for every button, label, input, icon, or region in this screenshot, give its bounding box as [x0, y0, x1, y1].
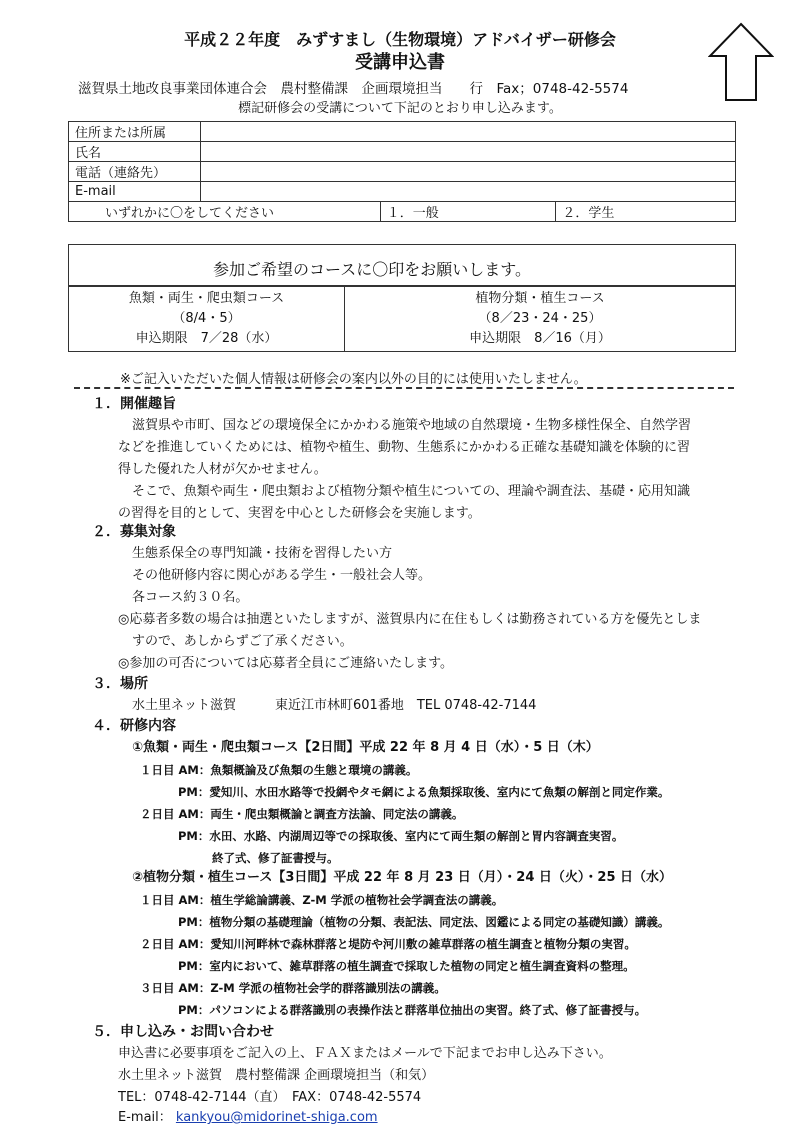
- form-row-email: [69, 182, 736, 202]
- schedule-item: ２日目 AM：愛知川河畔林で森林群落と堤防や河川敷の雑草群落の植生調査と植物分類の実習。: [140, 937, 636, 951]
- course-plant-name: 植物分類・植生コース: [475, 291, 605, 306]
- course-fish-dates: （8/4・5）: [172, 311, 241, 326]
- privacy-note: ※ご記入いただいた個人情報は研修会の案内以外の目的には使用いたしません。: [120, 372, 587, 387]
- recipient-line: 滋賀県土地改良事業団体連合会 農村整備課 企画環境担当 行 Fax；0748-42-5574: [78, 81, 629, 97]
- s1-text: の習得を目的として、実習を中心とした研修会を実施します。: [118, 506, 481, 521]
- section-5-heading: ５．申し込み・お問い合わせ: [92, 1024, 274, 1040]
- schedule-item: １日目 AM：植生学総論講義、Z-M 学派の植物社会学調査法の講義。: [140, 893, 504, 907]
- schedule-item: 終了式、修了証書授与。: [212, 851, 339, 865]
- page-title: 平成２２年度 みずすまし（生物環境）アドバイザー研修会: [184, 30, 616, 49]
- s1-text: などを推進していくためには、植物や植生、動物、生態系にかかわる正確な基礎知識を体験的に習: [118, 440, 691, 455]
- s2-note: ◎参加の可否については応募者全員にご連絡いたします。: [118, 656, 454, 671]
- course-prompt-box: [68, 244, 736, 286]
- course-fish-deadline: 申込期限 7／28（水）: [135, 331, 278, 346]
- option-general[interactable]: １．一般: [380, 202, 556, 222]
- schedule-item: PM：水田、水路、内湖周辺等での採取後、室内にて両生類の解剖と胃内容調査実習。: [178, 829, 624, 843]
- form-row-category: [69, 202, 736, 222]
- course-options-box: [68, 286, 736, 352]
- s2-text: 生態系保全の専門知識・技術を習得したい方: [132, 546, 393, 561]
- section-2-heading: ２．募集対象: [92, 524, 176, 540]
- venue-text: 水土里ネット滋賀 東近江市林町601番地 TEL 0748-42-7144: [132, 698, 537, 713]
- course-prompt: 参加ご希望のコースに〇印をお願いします。: [213, 260, 531, 279]
- schedule-item: PM：植物分類の基礎理論（植物の分類、表記法、同定法、図鑑による同定の基礎知識）講義。: [178, 915, 670, 929]
- s2-note: ◎応募者多数の場合は抽選といたしますが、滋賀県内に在住もしくは勤務されている方を優先としま: [118, 612, 702, 627]
- s2-text: その他研修内容に関心がある学生・一般社会人等。: [132, 568, 432, 583]
- course-2-heading: ②植物分類・植生コース【3日間】平成 22 年 8 月 23 日（月）・24 日（火）・25 日（水）: [132, 870, 673, 885]
- field-label-name: 氏名: [69, 142, 201, 162]
- contact-text: 水土里ネット滋賀 農村整備課 企画環境担当（和気）: [118, 1068, 435, 1083]
- cut-line: [74, 387, 734, 389]
- s1-text: 得した優れた人材が欠かせません。: [118, 462, 327, 477]
- name-input[interactable]: [200, 142, 735, 162]
- schedule-item: PM：愛知川、水田水路等で投網やタモ網による魚類採取後、室内にて魚類の解剖と同定作業。: [178, 785, 670, 799]
- s1-text: そこで、魚類や両生・爬虫類および植物分類や植生についての、理論や調査法、基礎・応用知識: [132, 484, 690, 499]
- field-label-phone: 電話（連絡先）: [69, 162, 201, 182]
- course-option-plant[interactable]: [345, 287, 735, 351]
- email-link[interactable]: kankyou@midorinet-shiga.com: [175, 1110, 378, 1125]
- intro-text: 標記研修会の受講について下記のとおり申し込みます。: [238, 101, 562, 116]
- form-row-name: [69, 142, 736, 162]
- course-1-heading: ①魚類・両生・爬虫類コース【2日間】平成 22 年 8 月 4 日（水）・5 日（木）: [132, 740, 599, 755]
- section-3-heading: ３．場所: [92, 676, 148, 692]
- s2-note: すので、あしからずご了承ください。: [132, 634, 353, 649]
- schedule-item: １日目 AM：魚類概論及び魚類の生態と環境の講義。: [140, 763, 418, 777]
- s2-text: 各コース約３０名。: [132, 590, 249, 605]
- section-4-heading: ４．研修内容: [92, 718, 176, 734]
- course-plant-dates: （8／23・24・25）: [478, 311, 602, 326]
- email-label: E-mail：: [118, 1110, 172, 1125]
- option-student[interactable]: ２．学生: [556, 202, 736, 222]
- schedule-item: ２日目 AM：両生・爬虫類概論と調査方法論、同定法の講義。: [140, 807, 464, 821]
- section-1-heading: １．開催趣旨: [92, 396, 176, 412]
- contact-phone-fax: TEL：0748-42-7144（直） FAX：0748-42-5574: [118, 1090, 422, 1105]
- email-input[interactable]: [200, 182, 735, 202]
- course-fish-name: 魚類・両生・爬虫類コース: [128, 291, 285, 306]
- schedule-item: PM：室内において、雑草群落の植生調査で採取した植物の同定と植生調査資料の整理。: [178, 959, 635, 973]
- s1-text: 滋賀県や市町、国などの環境保全にかかわる施策や地域の自然環境・生物多様性保全、自然学習: [132, 418, 692, 433]
- contact-email-row: [118, 1110, 378, 1126]
- phone-input[interactable]: [200, 162, 735, 182]
- form-subtitle: 受講申込書: [355, 52, 445, 73]
- contact-text: 申込書に必要事項をご記入の上、ＦＡＸまたはメールで下記までお申し込み下さい。: [118, 1046, 612, 1061]
- field-label-email: E-mail: [69, 182, 201, 202]
- course-plant-deadline: 申込期限 8／16（月）: [469, 331, 611, 346]
- form-row-address: [69, 122, 736, 142]
- category-prompt: いずれかに〇をしてください: [69, 202, 381, 222]
- schedule-item: PM：パソコンによる群落識別の表操作法と群落単位抽出の実習。終了式、修了証書授与。: [178, 1003, 647, 1017]
- course-option-fish[interactable]: [69, 287, 345, 351]
- form-row-phone: [69, 162, 736, 182]
- address-input[interactable]: [200, 122, 735, 142]
- schedule-item: ３日目 AM：Z-M 学派の植物社会学的群落識別法の講義。: [140, 981, 446, 995]
- field-label-address: 住所または所属: [69, 122, 201, 142]
- application-form: [68, 121, 736, 222]
